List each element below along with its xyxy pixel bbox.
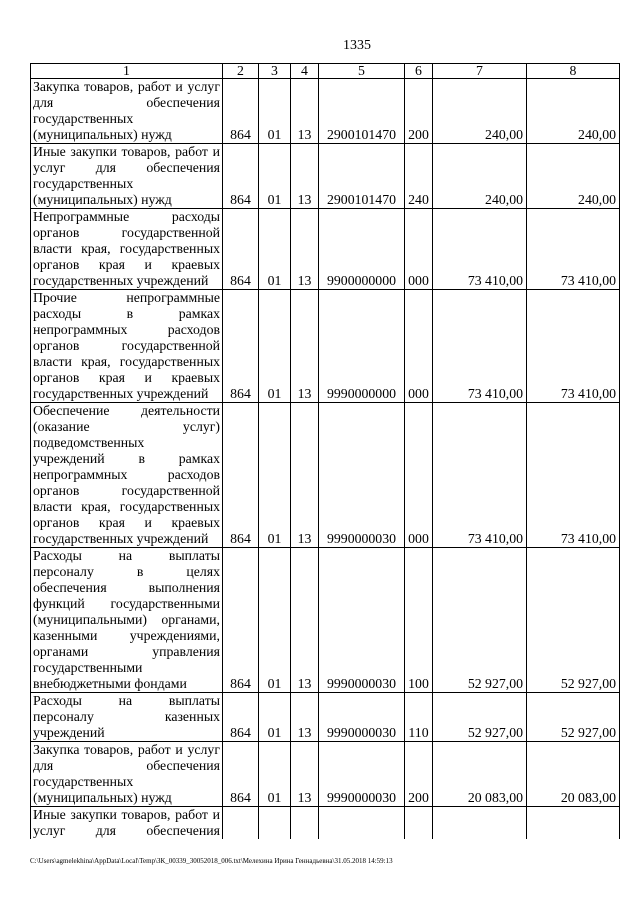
table-row [31, 144, 620, 209]
expense-type-cell [405, 807, 433, 840]
table-row [31, 807, 620, 840]
description-line: для обеспечения [33, 95, 220, 110]
description-line: Обеспечение деятельности [33, 403, 220, 418]
subsection-cell: 13 [291, 290, 319, 403]
description-line: функций государственными [33, 596, 220, 611]
description-line: услуг для обеспечения [33, 160, 220, 175]
amount-cell-col7 [433, 807, 527, 840]
column-header-6: 6 [405, 64, 433, 79]
target-item-cell [319, 807, 405, 840]
description-line: органов государственной [33, 225, 220, 240]
column-header-3: 3 [259, 64, 291, 79]
expense-type-cell: 200 [405, 742, 433, 807]
description-line: органов края и краевых [33, 257, 220, 272]
column-header-4: 4 [291, 64, 319, 79]
table-row [31, 403, 620, 548]
subsection-cell: 13 [291, 742, 319, 807]
expense-type-cell: 100 [405, 548, 433, 693]
amount-cell-col7: 73 410,00 [433, 403, 527, 548]
description-line: органов края и краевых [33, 515, 220, 530]
description-line: Закупка товаров, работ и услуг [33, 742, 220, 757]
section-cell: 01 [259, 290, 291, 403]
description-line: органов края и краевых [33, 370, 220, 385]
table-row [31, 693, 620, 742]
target-item-cell: 9990000030 [319, 403, 405, 548]
expense-type-cell: 000 [405, 290, 433, 403]
subsection-cell: 13 [291, 209, 319, 290]
subsection-cell [291, 807, 319, 840]
description-line: непрограммных расходов [33, 322, 220, 337]
subsection-cell: 13 [291, 403, 319, 548]
amount-cell-col8: 73 410,00 [527, 403, 620, 548]
agency-code-cell: 864 [223, 693, 259, 742]
section-cell: 01 [259, 742, 291, 807]
description-line: государственных учреждений [33, 273, 209, 288]
section-cell [259, 807, 291, 840]
description-line: учреждений в рамках [33, 451, 220, 466]
description-line: персоналу казенных [33, 709, 220, 724]
description-cell [31, 290, 223, 403]
agency-code-cell: 864 [223, 548, 259, 693]
description-line: услуг для обеспечения [33, 823, 220, 838]
section-cell: 01 [259, 144, 291, 209]
expense-type-cell: 000 [405, 209, 433, 290]
amount-cell-col7: 240,00 [433, 144, 527, 209]
amount-cell-col7: 52 927,00 [433, 693, 527, 742]
description-line: органами управления [33, 644, 220, 659]
amount-cell-col8 [527, 807, 620, 840]
page-number: 1335 [343, 38, 371, 53]
target-item-cell: 2900101470 [319, 144, 405, 209]
agency-code-cell: 864 [223, 742, 259, 807]
target-item-cell: 9900000000 [319, 209, 405, 290]
description-line: государственных [33, 176, 134, 191]
column-header-1: 1 [31, 64, 223, 79]
description-cell [31, 742, 223, 807]
description-cell [31, 693, 223, 742]
description-line: власти края, государственных [33, 499, 220, 514]
subsection-cell: 13 [291, 548, 319, 693]
file-path-footer: C:\Users\agmelekhina\AppData\Local\Temp\ЗК_00339_30052018_006.txt\Мелехина Ирина Геннадьевна\31.05.2018 14:59:13 [30, 857, 393, 865]
amount-cell-col7: 73 410,00 [433, 209, 527, 290]
table-row [31, 742, 620, 807]
table-row [31, 209, 620, 290]
budget-table [30, 63, 620, 839]
section-cell: 01 [259, 403, 291, 548]
description-line: (муниципальных) нужд [33, 127, 172, 142]
description-line: государственных [33, 111, 134, 126]
description-line: Закупка товаров, работ и услуг [33, 79, 220, 94]
agency-code-cell: 864 [223, 79, 259, 144]
agency-code-cell: 864 [223, 209, 259, 290]
description-line: Иные закупки товаров, работ и [33, 144, 220, 159]
amount-cell-col8: 52 927,00 [527, 548, 620, 693]
description-line: Прочие непрограммные [33, 290, 220, 305]
header-row [31, 64, 620, 79]
column-header-8: 8 [527, 64, 620, 79]
description-line: казенными учреждениями, [33, 628, 220, 643]
amount-cell-col8: 73 410,00 [527, 209, 620, 290]
agency-code-cell: 864 [223, 144, 259, 209]
agency-code-cell: 864 [223, 290, 259, 403]
amount-cell-col8: 52 927,00 [527, 693, 620, 742]
description-cell [31, 403, 223, 548]
section-cell: 01 [259, 548, 291, 693]
target-item-cell: 9990000030 [319, 693, 405, 742]
amount-cell-col8: 20 083,00 [527, 742, 620, 807]
description-cell [31, 807, 223, 840]
section-cell: 01 [259, 79, 291, 144]
subsection-cell: 13 [291, 693, 319, 742]
description-line: внебюджетными фондами [33, 676, 187, 691]
description-line: власти края, государственных [33, 354, 220, 369]
description-line: (муниципальных) нужд [33, 192, 172, 207]
target-item-cell: 9990000030 [319, 742, 405, 807]
amount-cell-col8: 240,00 [527, 79, 620, 144]
description-line: государственных учреждений [33, 386, 209, 401]
description-line: Расходы на выплаты [33, 693, 220, 708]
description-line: обеспечения выполнения [33, 580, 220, 595]
expense-type-cell: 000 [405, 403, 433, 548]
subsection-cell: 13 [291, 79, 319, 144]
table-row [31, 290, 620, 403]
section-cell: 01 [259, 209, 291, 290]
amount-cell-col8: 73 410,00 [527, 290, 620, 403]
target-item-cell: 2900101470 [319, 79, 405, 144]
amount-cell-col7: 20 083,00 [433, 742, 527, 807]
description-line: Расходы на выплаты [33, 548, 220, 563]
description-line: органов государственной [33, 338, 220, 353]
description-cell [31, 144, 223, 209]
expense-type-cell: 240 [405, 144, 433, 209]
agency-code-cell [223, 807, 259, 840]
description-line: подведомственных [33, 435, 145, 450]
agency-code-cell: 864 [223, 403, 259, 548]
description-line: власти края, государственных [33, 241, 220, 256]
description-line: Непрограммные расходы [33, 209, 220, 224]
amount-cell-col7: 52 927,00 [433, 548, 527, 693]
description-line: расходы в рамках [33, 306, 220, 321]
description-line: персоналу в целях [33, 564, 220, 579]
description-line: государственными [33, 660, 143, 675]
expense-type-cell: 200 [405, 79, 433, 144]
column-header-7: 7 [433, 64, 527, 79]
description-line: Иные закупки товаров, работ и [33, 807, 220, 822]
table-row [31, 548, 620, 693]
table-row [31, 79, 620, 144]
amount-cell-col7: 73 410,00 [433, 290, 527, 403]
expense-type-cell: 110 [405, 693, 433, 742]
description-line: для обеспечения [33, 758, 220, 773]
subsection-cell: 13 [291, 144, 319, 209]
description-line: (муниципальных) нужд [33, 790, 172, 805]
column-header-2: 2 [223, 64, 259, 79]
description-cell [31, 209, 223, 290]
amount-cell-col8: 240,00 [527, 144, 620, 209]
description-cell [31, 548, 223, 693]
column-header-5: 5 [319, 64, 405, 79]
target-item-cell: 9990000000 [319, 290, 405, 403]
description-cell [31, 79, 223, 144]
description-line: (муниципальными) органами, [33, 612, 220, 627]
description-line: непрограммных расходов [33, 467, 220, 482]
description-line: учреждений [33, 725, 105, 740]
target-item-cell: 9990000030 [319, 548, 405, 693]
description-line: государственных [33, 774, 134, 789]
section-cell: 01 [259, 693, 291, 742]
amount-cell-col7: 240,00 [433, 79, 527, 144]
table-body [31, 79, 620, 840]
description-line: государственных учреждений [33, 531, 209, 546]
description-line: (оказание услуг) [33, 419, 220, 434]
description-line: органов государственной [33, 483, 220, 498]
